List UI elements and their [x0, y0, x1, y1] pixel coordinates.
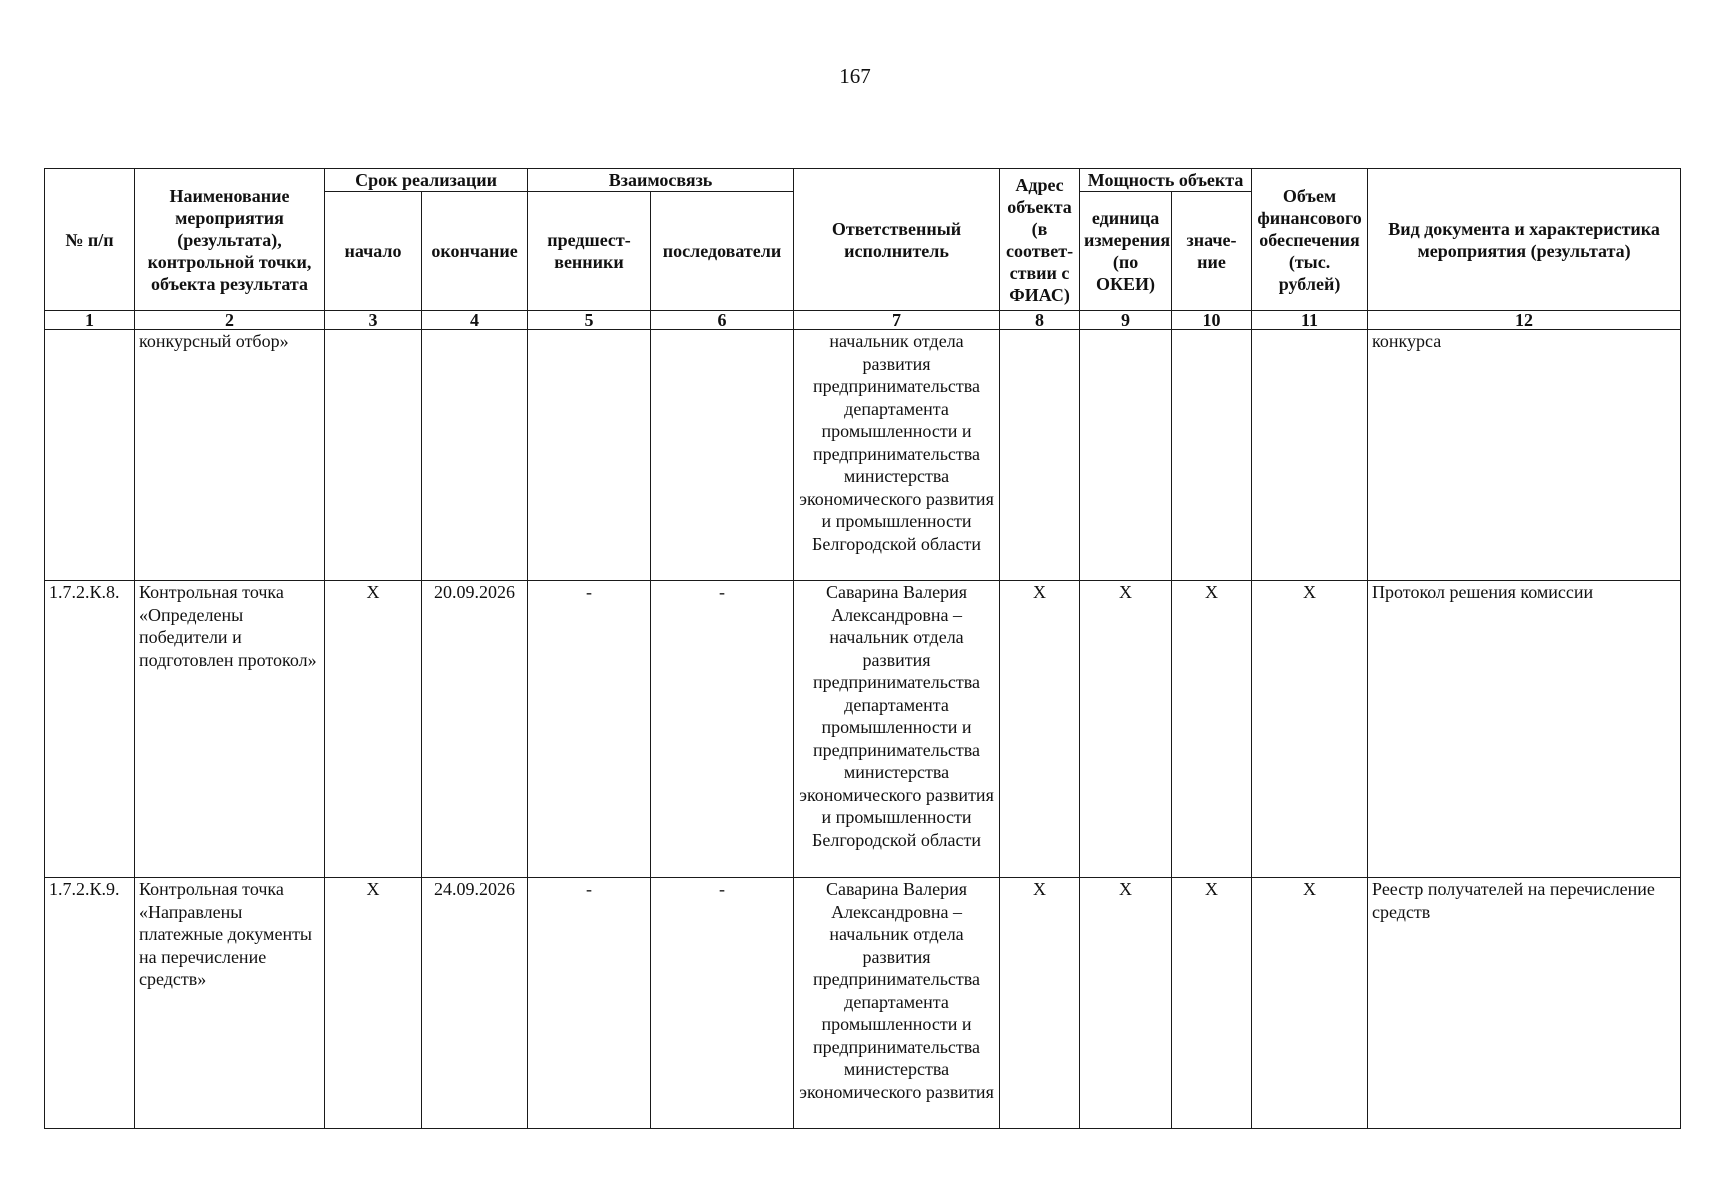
row-unit: X	[1080, 878, 1172, 1129]
table-body	[45, 330, 1681, 1129]
column-number: 12	[1368, 311, 1681, 330]
row-address: X	[1000, 581, 1080, 878]
column-number: 5	[528, 311, 651, 330]
column-number: 11	[1252, 311, 1368, 330]
column-number: 6	[651, 311, 794, 330]
header-start: начало	[325, 192, 422, 311]
column-number: 1	[45, 311, 135, 330]
row-end: 24.09.2026	[422, 878, 528, 1129]
row-unit	[1080, 330, 1172, 581]
column-number: 4	[422, 311, 528, 330]
row-unit: X	[1080, 581, 1172, 878]
row-successors	[651, 330, 794, 581]
row-address: X	[1000, 878, 1080, 1129]
header-term-group: Срок реализации	[325, 169, 528, 192]
header-num: № п/п	[45, 169, 135, 311]
row-name: Контрольная точка «Направлены платежные документы на перечисление средств»	[135, 878, 325, 1129]
header-end: окончание	[422, 192, 528, 311]
row-executor: Саварина Валерия Александровна – начальник отдела развития предпринимательства департамента промышленности и предпринимательства министерства экономического развития	[794, 878, 1000, 1129]
header-executor: Ответственный исполнитель	[794, 169, 1000, 311]
row-id: 1.7.2.К.9.	[45, 878, 135, 1129]
table-row	[45, 581, 1681, 878]
row-value: X	[1172, 878, 1252, 1129]
table-row	[45, 330, 1681, 581]
row-successors: -	[651, 581, 794, 878]
row-financing	[1252, 330, 1368, 581]
row-name: Контрольная точка «Определены победители и подготовлен протокол»	[135, 581, 325, 878]
column-number: 2	[135, 311, 325, 330]
row-id	[45, 330, 135, 581]
row-document: Реестр получателей на перечисление средств	[1368, 878, 1681, 1129]
header-financing: Объем финансового обеспечения (тыс. рублей)	[1252, 169, 1368, 311]
row-executor: Саварина Валерия Александровна – начальник отдела развития предпринимательства департамента промышленности и предпринимательства министерства экономического развития и промышленности Белгородской области	[794, 581, 1000, 878]
column-number-row	[45, 311, 1681, 330]
table-row	[45, 878, 1681, 1129]
row-value	[1172, 330, 1252, 581]
row-end	[422, 330, 528, 581]
row-id: 1.7.2.К.8.	[45, 581, 135, 878]
row-successors: -	[651, 878, 794, 1129]
row-document: конкурса	[1368, 330, 1681, 581]
page-number: 167	[839, 64, 871, 88]
header-predecessors: предшест-венники	[528, 192, 651, 311]
row-value: X	[1172, 581, 1252, 878]
row-financing: X	[1252, 878, 1368, 1129]
row-executor: начальник отдела развития предпринимательства департамента промышленности и предпринимательства министерства экономического развития и промышленности Белгородской области	[794, 330, 1000, 581]
row-document: Протокол решения комиссии	[1368, 581, 1681, 878]
header-power-group: Мощность объекта	[1080, 169, 1252, 192]
row-end: 20.09.2026	[422, 581, 528, 878]
header-address: Адрес объекта (в соответ-ствии с ФИАС)	[1000, 169, 1080, 311]
column-number: 10	[1172, 311, 1252, 330]
plan-table	[44, 168, 1681, 1129]
row-predecessors	[528, 330, 651, 581]
row-predecessors: -	[528, 581, 651, 878]
header-link-group: Взаимосвязь	[528, 169, 794, 192]
column-number: 8	[1000, 311, 1080, 330]
header-name: Наименование мероприятия (результата), контрольной точки, объекта результата	[135, 169, 325, 311]
row-start	[325, 330, 422, 581]
header-document: Вид документа и характеристика мероприятия (результата)	[1368, 169, 1681, 311]
table-header	[45, 169, 1681, 330]
header-successors: последователи	[651, 192, 794, 311]
row-start: X	[325, 878, 422, 1129]
header-value: значе-ние	[1172, 192, 1252, 311]
row-name: конкурсный отбор»	[135, 330, 325, 581]
column-number: 7	[794, 311, 1000, 330]
column-number: 3	[325, 311, 422, 330]
row-address	[1000, 330, 1080, 581]
column-number: 9	[1080, 311, 1172, 330]
row-predecessors: -	[528, 878, 651, 1129]
row-financing: X	[1252, 581, 1368, 878]
header-unit: единица измерения (по ОКЕИ)	[1080, 192, 1172, 311]
row-start: X	[325, 581, 422, 878]
